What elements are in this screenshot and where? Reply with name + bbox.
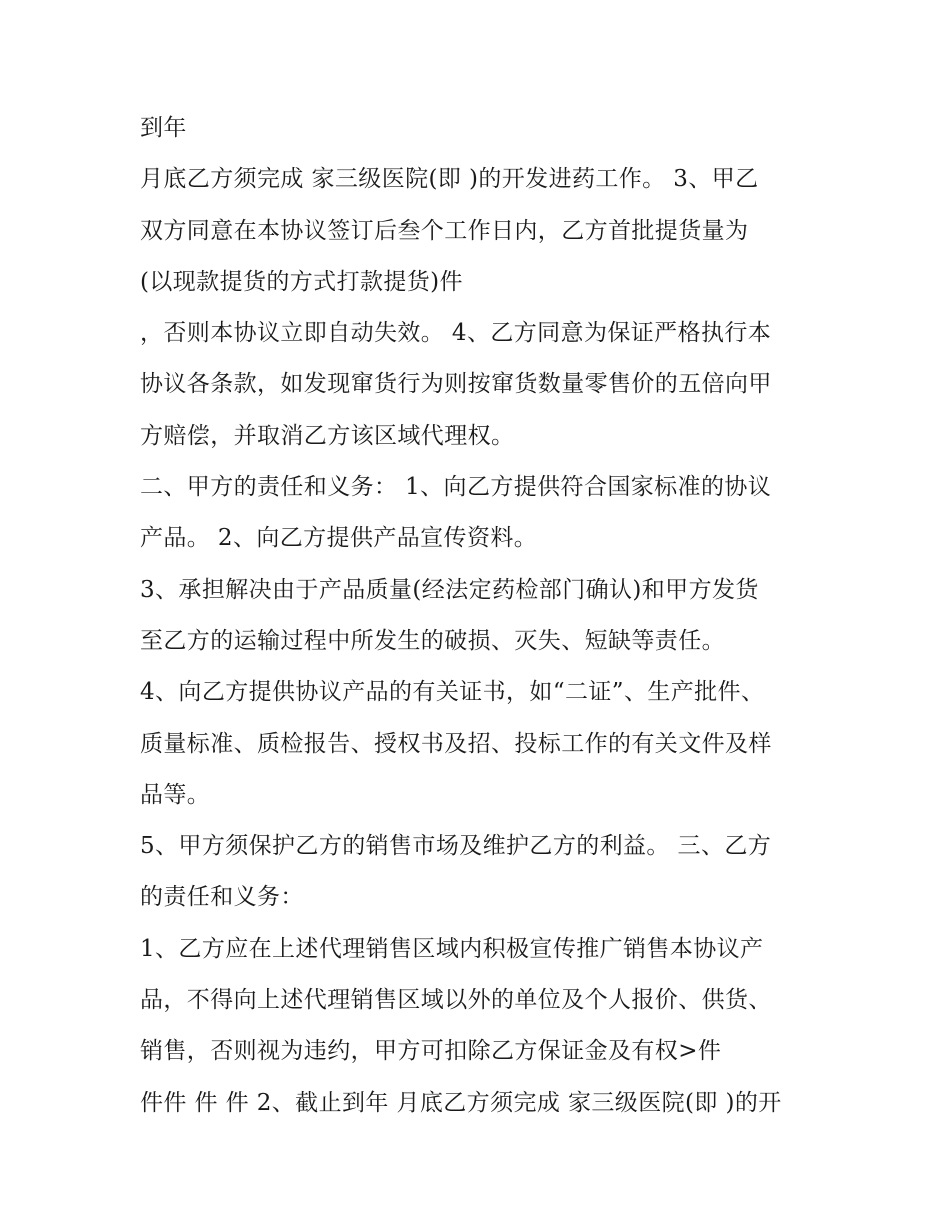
text-line: 二、甲方的责任和义务： 1、向乙方提供符合国家标准的协议 <box>140 474 772 501</box>
text-line: 1、乙方应在上述代理销售区域内积极宣传推广销售本协议产 <box>140 935 764 962</box>
text-line: 协议各条款，如发现窜货行为则按窜货数量零售价的五倍向甲 <box>140 371 772 398</box>
text-line: ，否则本协议立即自动失效。 4、乙方同意为保证严格执行本 <box>140 320 772 347</box>
text-line: 3、承担解决由于产品质量(经法定药检部门确认)和甲方发货 <box>140 576 759 603</box>
text-line: (以现款提货的方式打款提货)件 <box>140 268 463 295</box>
text-line: 品等。 <box>140 781 211 808</box>
text-line: 的责任和义务： <box>140 884 304 911</box>
text-line: 月底乙方须完成 家三级医院(即 )的开发进药工作。 3、甲乙 <box>140 166 759 193</box>
text-line: 产品。 2、向乙方提供产品宣传资料。 <box>140 525 538 552</box>
text-line: 销售，否则视为违约，甲方可扣除乙方保证金及有权>件 <box>140 1038 722 1065</box>
text-line: 品，不得向上述代理销售区域以外的单位及个人报价、供货、 <box>140 987 772 1014</box>
text-line: 质量标准、质检报告、授权书及招、投标工作的有关文件及样 <box>140 730 772 757</box>
document-body <box>140 103 820 1129</box>
text-line: 方赔偿，并取消乙方该区域代理权。 <box>140 422 515 449</box>
text-line: 5、甲方须保护乙方的销售市场及维护乙方的利益。 三、乙方 <box>140 833 772 860</box>
text-line: 至乙方的运输过程中所发生的破损、灭失、短缺等责任。 <box>140 627 725 654</box>
text-line: 4、向乙方提供协议产品的有关证书，如“二证”、生产批件、 <box>140 679 765 706</box>
text-line: 双方同意在本协议签订后叁个工作日内，乙方首批提货量为 <box>140 217 749 244</box>
text-line: 到年 <box>140 115 187 141</box>
text-line: 件件 件 件 2、截止到年 月底乙方须完成 家三级医院(即 )的开 <box>140 1089 782 1116</box>
